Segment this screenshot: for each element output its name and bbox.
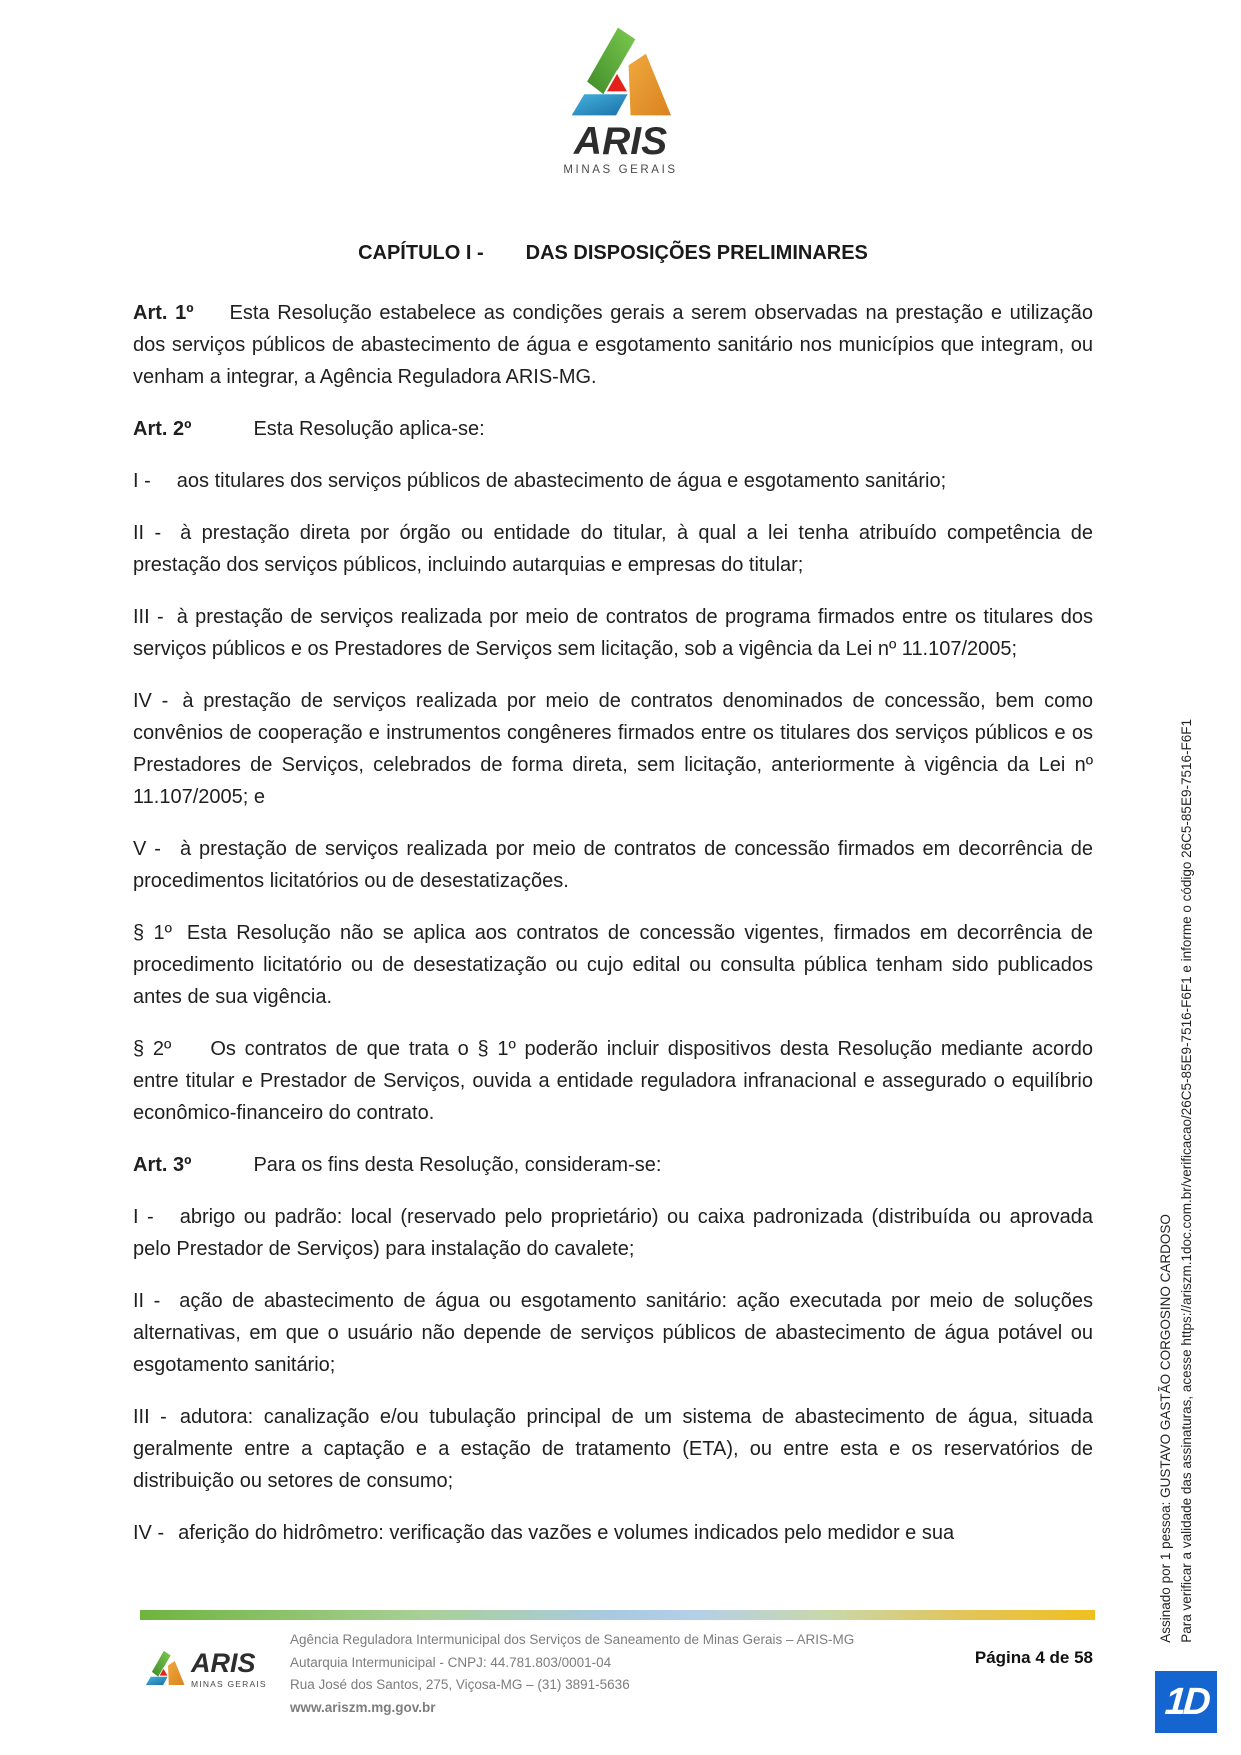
paragraph-label: III - (133, 1406, 167, 1428)
1doc-logo-text: 1D (1163, 1680, 1209, 1723)
footer-gradient-bar (140, 1610, 1095, 1620)
emblem-blue-shape (146, 1677, 168, 1685)
paragraph-label: Art. 1º (133, 302, 194, 324)
emblem-blue-shape (571, 94, 627, 115)
paragraph-tab (191, 434, 253, 435)
footer-brand-name: ARIS (191, 1648, 256, 1678)
paragraph-label: IV - (133, 1522, 165, 1544)
paragraph (133, 917, 1093, 1013)
paragraph-text: Para os fins desta Resolução, consideram-se: (253, 1154, 662, 1176)
paragraph-tab (191, 1170, 253, 1171)
footer-aris-logo (144, 1650, 267, 1689)
footer-org-address: Rua José dos Santos, 275, Viçosa-MG – (31) 3891-5636 (290, 1677, 630, 1692)
chapter-title: DAS DISPOSIÇÕES PRELIMINARES (525, 242, 868, 264)
emblem-orange-shape (628, 54, 670, 116)
paragraph (133, 297, 1093, 393)
paragraph-label: IV - (133, 690, 169, 712)
paragraph-label: § 2º (133, 1038, 172, 1060)
paragraph-label: II - (133, 1290, 161, 1312)
brand-subtitle: MINAS GERAIS (563, 164, 678, 176)
paragraph (133, 465, 1093, 497)
chapter-heading (133, 240, 1093, 266)
paragraph-tab (151, 486, 177, 487)
page-indicator: Página 4 de 58 (974, 1648, 1093, 1667)
paragraph (133, 1517, 1093, 1549)
emblem-orange-shape (168, 1661, 185, 1685)
paragraph-label: III - (133, 606, 164, 628)
paragraph (133, 1285, 1093, 1381)
footer-website-link[interactable]: www.ariszm.mg.gov.br (290, 1699, 436, 1715)
footer-info (290, 1629, 930, 1719)
paragraph-tab (194, 318, 230, 319)
signature-verification-line: Para verificar a validade das assinaturas, acesse https://ariszm.1doc.com.br/verificacao/26C5-85E9-7516-F6F1 e informe o código 26C5-85E9-7516-F6F1 (1179, 719, 1194, 1643)
paragraph-text: à prestação direta por órgão ou entidade do titular, à qual a lei tenha atribuído competência de prestação dos serviços públicos, incluindo autarquias e empresas do titular; (133, 522, 1093, 576)
signature-signer-line: Assinado por 1 pessoa: GUSTAVO GASTÃO CORGOSINO CARDOSO (1158, 1214, 1173, 1643)
paragraph-tab (161, 538, 180, 539)
paragraph (133, 413, 1093, 445)
paragraph-label: § 1º (133, 922, 172, 944)
paragraph-label: V - (133, 838, 161, 860)
paragraph-tab (164, 622, 177, 623)
paragraph-label: Art. 3º (133, 1154, 192, 1176)
paragraph (133, 1033, 1093, 1129)
paragraph-tab (167, 1422, 180, 1423)
paragraph (133, 517, 1093, 581)
paragraph (133, 1401, 1093, 1497)
document-body (133, 297, 1093, 1569)
chapter-number: CAPÍTULO I - (358, 242, 484, 264)
paragraph-label: I - (133, 1206, 154, 1228)
footer-org-name: Agência Reguladora Intermunicipal dos Serviços de Saneamento de Minas Gerais – ARIS-MG (290, 1632, 855, 1647)
paragraph-text: abrigo ou padrão: local (reservado pelo proprietário) ou caixa padronizada (distribuída ou aprovada pelo Prestador de Serviços) para instalação do cavalete; (133, 1206, 1093, 1260)
aris-emblem-icon (567, 26, 675, 120)
paragraph-text: aferição do hidrômetro: verificação das vazões e volumes indicados pelo medidor e sua (178, 1522, 955, 1544)
paragraph (133, 1149, 1093, 1181)
paragraph-tab (164, 1538, 178, 1539)
paragraph-text: aos titulares dos serviços públicos de abastecimento de água e esgotamento sanitário; (176, 470, 947, 492)
paragraph-tab (171, 1054, 210, 1055)
paragraph-text: Esta Resolução estabelece as condições gerais a serem observadas na prestação e utilização dos serviços públicos de abastecimento de água e esgotamento sanitário nos municípios que integram, ou venham a integrar, a Agência Reguladora ARIS-MG. (133, 302, 1093, 388)
paragraph (133, 601, 1093, 665)
footer-brand-subtitle: MINAS GERAIS (191, 1679, 267, 1689)
paragraph (133, 833, 1093, 897)
paragraph-label: Art. 2º (133, 418, 192, 440)
footer-aris-emblem-icon (144, 1650, 186, 1687)
aris-logo (563, 26, 677, 176)
paragraph-tab (172, 938, 187, 939)
paragraph-label: I - (133, 470, 151, 492)
paragraph-tab (161, 854, 180, 855)
paragraph-label: II - (133, 522, 162, 544)
1doc-logo-badge (1155, 1671, 1217, 1733)
paragraph-text: à prestação de serviços realizada por meio de contratos denominados de concessão, bem como convênios de cooperação e instrumentos congêneres firmados entre os titulares dos serviços públicos e os Prestadores de Serviços, celebrados de forma direta, sem licitação, anteriormente à vigência da Lei nº 11.107/2005; e (133, 690, 1093, 808)
signature-strip (1155, 719, 1197, 1643)
paragraph-text: Esta Resolução aplica-se: (253, 418, 485, 440)
paragraph-tab (168, 706, 182, 707)
paragraph-text: à prestação de serviços realizada por meio de contratos de concessão firmados em decorrência de procedimentos licitatórios ou de desestatizações. (133, 838, 1093, 892)
footer-org-cnpj: Autarquia Intermunicipal - CNPJ: 44.781.803/0001-04 (290, 1654, 612, 1670)
brand-name: ARIS (573, 120, 668, 163)
paragraph-text: adutora: canalização e/ou tubulação principal de um sistema de abastecimento de água, situada geralmente entre a captação e a estação de tratamento (ETA), ou entre esta e os reservatórios de distribuição ou setores de consumo; (133, 1406, 1093, 1492)
paragraph-tab (160, 1306, 179, 1307)
paragraph-text: Os contratos de que trata o § 1º poderão incluir dispositivos desta Resolução mediante acordo entre titular e Prestador de Serviços, ouvida a entidade reguladora infranacional e assegurado o equilíbrio econômico-financeiro do contrato. (133, 1038, 1094, 1124)
paragraph-text: ação de abastecimento de água ou esgotamento sanitário: ação executada por meio de soluções alternativas, em que o usuário não depende de serviços públicos de abastecimento de água potável ou esgotamento sanitário; (133, 1290, 1093, 1376)
paragraph (133, 685, 1093, 813)
paragraph-tab (154, 1222, 180, 1223)
paragraph-text: Esta Resolução não se aplica aos contratos de concessão vigentes, firmados em decorrência de procedimento licitatório ou de desestatização ou cujo edital ou consulta pública tenham sido publicados antes de sua vigência. (133, 922, 1093, 1008)
paragraph (133, 1201, 1093, 1265)
paragraph-text: à prestação de serviços realizada por meio de contratos de programa firmados entre os titulares dos serviços públicos e os Prestadores de Serviços sem licitação, sob a vigência da Lei nº 11.107/2005; (133, 606, 1093, 660)
